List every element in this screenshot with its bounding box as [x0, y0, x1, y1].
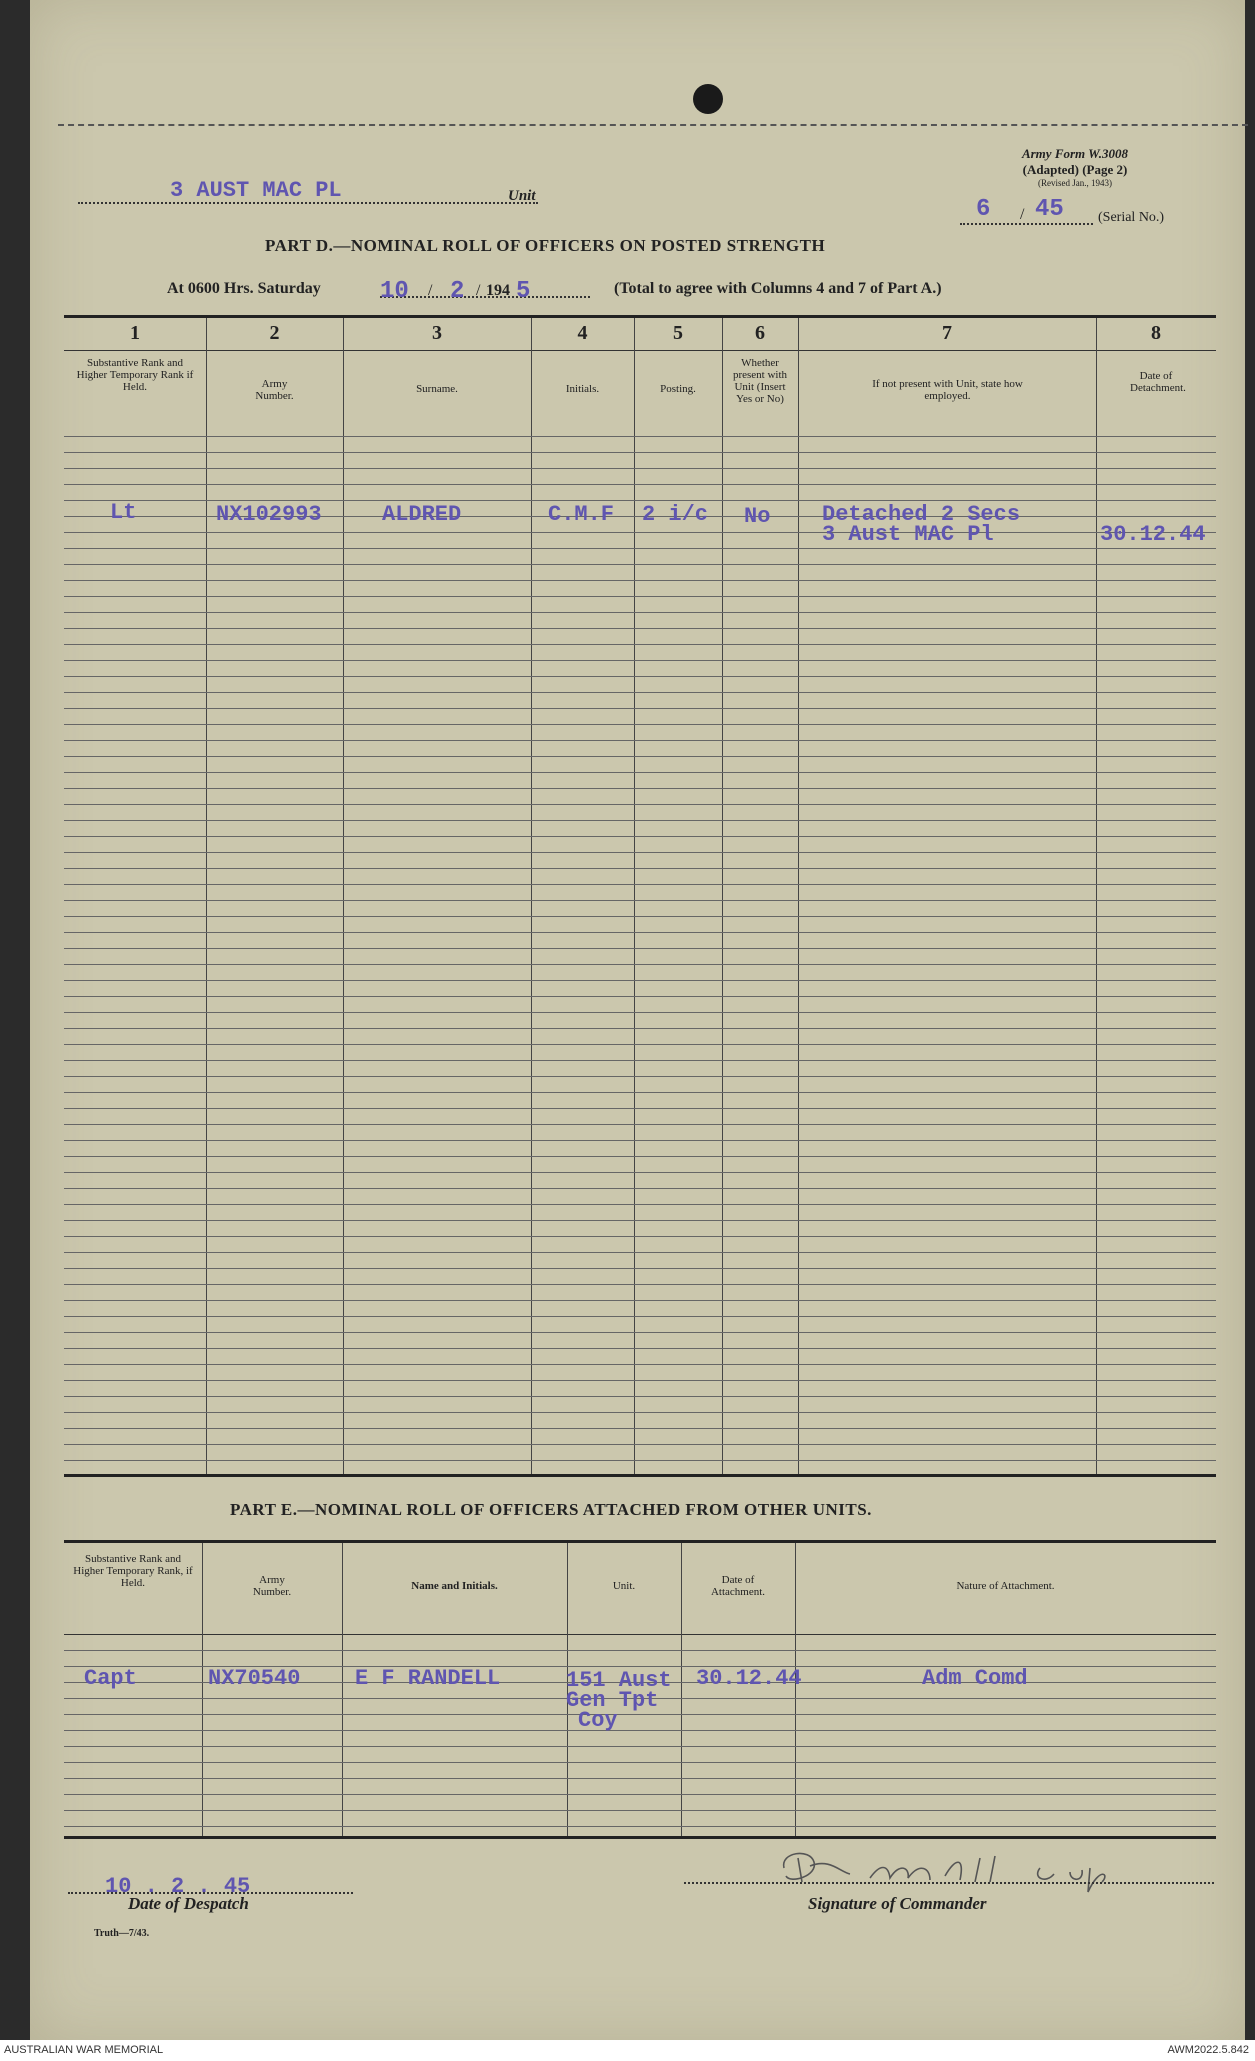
e-row-date: 30.12.44: [696, 1666, 802, 1691]
col-label-rank: Substantive Rank and Higher Temporary Rank if Held.: [76, 357, 194, 393]
ruled-line: [64, 452, 1216, 453]
form-id: [975, 146, 1175, 188]
ruled-line: [64, 1746, 1216, 1747]
ruled-line: [64, 1826, 1216, 1827]
e-col-label-army-number: Army Number.: [252, 1574, 292, 1598]
part-e-top-rule: [64, 1540, 1216, 1543]
at-year-prefix: 194: [486, 282, 510, 299]
ruled-line: [64, 804, 1216, 805]
ruled-line: [64, 1714, 1216, 1715]
e-row-unit-line3: Coy: [578, 1708, 618, 1733]
e-col-label-rank: Substantive Rank and Higher Temporary Rank, if Held.: [73, 1553, 193, 1589]
col-num-3: 3: [432, 322, 442, 344]
despatch-date: 10 . 2 . 45: [105, 1874, 251, 1899]
ruled-line: [64, 836, 1216, 837]
at-slash1: /: [428, 282, 433, 299]
part-e-col-sep: [681, 1543, 682, 1836]
ruled-line: [64, 1268, 1216, 1269]
serial-label: (Serial No.): [1098, 210, 1165, 225]
ruled-line: [64, 484, 1216, 485]
ruled-line: [64, 564, 1216, 565]
col-num-2: 2: [269, 322, 280, 344]
at-year-digit: 5: [516, 278, 531, 305]
punch-hole: [693, 84, 723, 114]
ruled-line: [64, 1810, 1216, 1811]
ruled-line: [64, 468, 1216, 469]
archive-footer: [0, 2040, 1255, 2061]
ruled-line: [64, 1778, 1216, 1779]
ruled-line: [64, 1762, 1216, 1763]
col-num-5: 5: [673, 322, 683, 344]
ruled-line: [64, 1156, 1216, 1157]
ruled-line: [64, 628, 1216, 629]
ruled-line: [64, 1460, 1216, 1461]
at-prefix: At 0600 Hrs. Saturday: [167, 280, 321, 297]
e-row-army-number: NX70540: [208, 1666, 301, 1691]
ruled-line: [64, 996, 1216, 997]
part-e-header-rule: [64, 1634, 1216, 1635]
col-label-detachment: Date of Detachment.: [1130, 370, 1186, 394]
ruled-line: [64, 660, 1216, 661]
at-date-dotted: [380, 292, 590, 298]
ruled-line: [64, 436, 1216, 437]
col-num-7: 7: [942, 322, 952, 344]
col-num-1: 1: [130, 322, 140, 344]
col-label-initials: Initials.: [565, 383, 600, 395]
ruled-line: [64, 1124, 1216, 1125]
ruled-line: [64, 1284, 1216, 1285]
ruled-line: [64, 884, 1216, 885]
ruled-line: [64, 788, 1216, 789]
at-month: 2: [450, 278, 465, 305]
col-num-4: 4: [577, 322, 588, 344]
row-initials: C.M.F: [548, 502, 615, 527]
ruled-line: [64, 500, 1216, 501]
ruled-line: [64, 548, 1216, 549]
commander-signature: [770, 1838, 1210, 1898]
ruled-line: [64, 1300, 1216, 1301]
part-e-title: PART E.—NOMINAL ROLL OF OFFICERS ATTACHED FROM OTHER UNITS.: [230, 1500, 872, 1519]
form-line1: Army Form W.3008: [1021, 146, 1129, 161]
ruled-line: [64, 724, 1216, 725]
perforation-line: [58, 124, 1248, 126]
ruled-line: [64, 644, 1216, 645]
ruled-line: [64, 1380, 1216, 1381]
ruled-line: [64, 932, 1216, 933]
e-row-nature: Adm Comd: [922, 1666, 1028, 1691]
form-paper: [30, 0, 1245, 2040]
ruled-line: [64, 1220, 1216, 1221]
col-label-posting: Posting.: [660, 383, 696, 395]
ruled-line: [64, 1028, 1216, 1029]
e-col-label-date: Date of Attachment.: [710, 1574, 766, 1598]
col-label-present: Whether present with Unit (Insert Yes or No): [732, 357, 788, 405]
ruled-line: [64, 596, 1216, 597]
ruled-line: [64, 676, 1216, 677]
ruled-line: [64, 1412, 1216, 1413]
part-d-title: PART D.—NOMINAL ROLL OF OFFICERS ON POSTED STRENGTH: [265, 236, 826, 255]
ruled-line: [64, 964, 1216, 965]
unit-value: 3 AUST MAC PL: [170, 178, 342, 203]
ruled-line: [64, 1794, 1216, 1795]
ruled-line: [64, 1108, 1216, 1109]
e-row-unit-line2: Gen Tpt: [566, 1688, 659, 1713]
part-d-top-rule: [64, 315, 1216, 318]
ruled-line: [64, 1188, 1216, 1189]
ruled-line: [64, 1348, 1216, 1349]
row-employed-line1: Detached 2 Secs: [822, 502, 1021, 527]
e-col-label-name: Name and Initials.: [411, 1580, 498, 1592]
ruled-line: [64, 900, 1216, 901]
despatch-label: Date of Despatch: [128, 1894, 249, 1913]
ruled-line: [64, 948, 1216, 949]
col-num-8: 8: [1151, 322, 1161, 344]
ruled-line: [64, 868, 1216, 869]
ruled-line: [64, 1012, 1216, 1013]
serial-day: 6: [976, 196, 991, 223]
serial-slash: /: [1020, 206, 1025, 223]
ruled-line: [64, 1076, 1216, 1077]
ruled-line: [64, 1332, 1216, 1333]
ruled-line: [64, 916, 1216, 917]
part-d-num-rule: [64, 350, 1216, 351]
ruled-line: [64, 1204, 1216, 1205]
ruled-line: [64, 1364, 1216, 1365]
ruled-line: [64, 612, 1216, 613]
col-label-employed: If not present with Unit, state how employed.: [872, 378, 1023, 402]
ruled-line: [64, 532, 1216, 533]
ruled-line: [64, 740, 1216, 741]
row-posting: 2 i/c: [642, 502, 709, 527]
row-surname: ALDRED: [382, 502, 462, 527]
ruled-line: [64, 1428, 1216, 1429]
ruled-line: [64, 772, 1216, 773]
ruled-line: [64, 692, 1216, 693]
ruled-line: [64, 580, 1216, 581]
at-day: 10: [380, 278, 409, 305]
ruled-line: [64, 1140, 1216, 1141]
ruled-line: [64, 1092, 1216, 1093]
e-row-name: E F RANDELL: [355, 1666, 501, 1691]
col-label-surname: Surname.: [416, 383, 458, 395]
row-present: No: [744, 504, 771, 529]
archive-right: AWM2022.5.842: [1167, 2044, 1249, 2056]
ruled-line: [64, 1650, 1216, 1651]
ruled-line: [64, 756, 1216, 757]
row-army-number: NX102993: [216, 502, 322, 527]
e-row-unit-line1: 151 Aust: [566, 1668, 672, 1693]
ruled-line: [64, 820, 1216, 821]
form-line3: (Revised Jan., 1943): [1038, 178, 1112, 188]
ruled-line: [64, 1396, 1216, 1397]
ruled-line: [64, 852, 1216, 853]
row-detachment-date: 30.12.44: [1100, 522, 1206, 547]
col-label-army-number: Army Number.: [255, 378, 294, 402]
row-employed-line2: 3 Aust MAC Pl: [822, 522, 994, 547]
ruled-line: [64, 1730, 1216, 1731]
ruled-line: [64, 708, 1216, 709]
ruled-line: [64, 1172, 1216, 1173]
total-note: (Total to agree with Columns 4 and 7 of Part A.): [614, 280, 942, 297]
signature-label: Signature of Commander: [808, 1894, 987, 1913]
ruled-line: [64, 980, 1216, 981]
ruled-line: [64, 1044, 1216, 1045]
ruled-line: [64, 1252, 1216, 1253]
printer-imprint: Truth—7/43.: [94, 1928, 150, 1939]
form-line2: (Adapted) (Page 2): [1022, 162, 1128, 177]
ruled-line: [64, 1060, 1216, 1061]
e-col-label-nature: Nature of Attachment.: [956, 1580, 1055, 1592]
archive-left: AUSTRALIAN WAR MEMORIAL: [4, 2044, 164, 2056]
serial-year: 45: [1035, 196, 1064, 223]
part-e-col-sep: [202, 1543, 203, 1836]
e-row-rank: Capt: [84, 1666, 137, 1691]
row-rank: Lt: [110, 500, 137, 525]
signature-dotted-line: [684, 1880, 1214, 1884]
ruled-line: [64, 1444, 1216, 1445]
ruled-line: [64, 1236, 1216, 1237]
at-slash2: /: [476, 282, 481, 299]
unit-label: Unit: [508, 188, 536, 204]
signature-handwriting: [770, 1838, 1210, 1898]
e-col-label-unit: Unit.: [612, 1580, 636, 1592]
ruled-line: [64, 1316, 1216, 1317]
part-d-bottom-rule: [64, 1474, 1216, 1477]
col-num-6: 6: [755, 322, 765, 344]
